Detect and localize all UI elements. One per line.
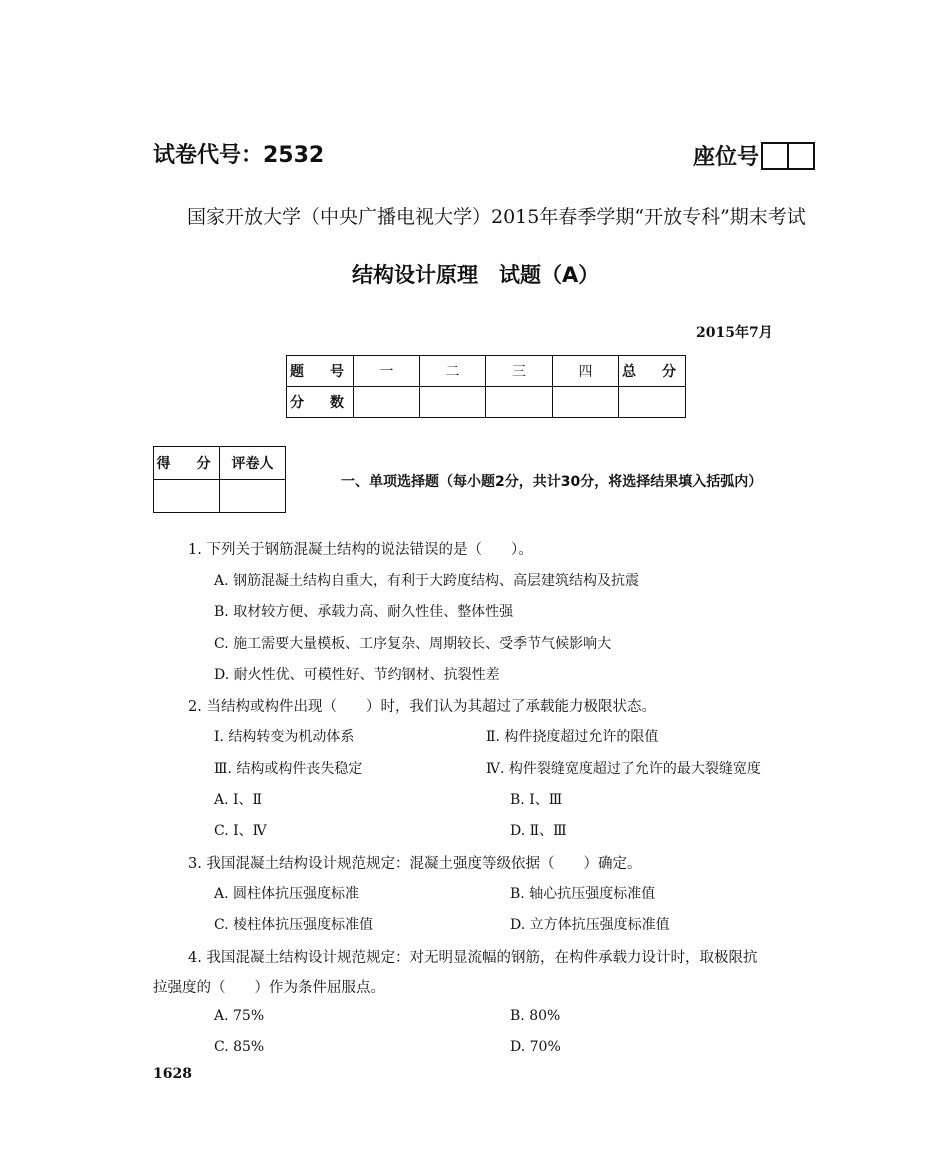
seat-label: 座位号 [693,145,760,170]
question-4-option-a: A. 75% [214,1008,265,1024]
question-3-option-c: C. 棱柱体抗压强度标准值 [214,917,374,933]
seat-box-2 [787,142,815,170]
grader-name-cell[interactable] [220,480,286,513]
question-2-option-b: B. Ⅰ、Ⅲ [510,792,563,808]
score-col-4: 四 [553,356,619,387]
seat-box-1 [761,142,789,170]
question-4-option-b: B. 80% [510,1008,561,1024]
score-col-2: 二 [420,356,486,387]
score-row-label: 分 数 [287,387,354,418]
question-3-stem: 3. 我国混凝土结构设计规范规定：混凝土强度等级依据（ ）确定。 [188,856,642,872]
question-1-option-d: D. 耐火性优、可模性好、节约钢材、抗裂性差 [214,667,500,683]
score-cell-3[interactable] [486,387,553,418]
grader-score-cell[interactable] [154,480,220,513]
question-2-option-d: D. Ⅱ、Ⅲ [510,823,567,839]
question-1-option-a: A. 钢筋混凝土结构自重大，有利于大跨度结构、高层建筑结构及抗震 [214,573,640,589]
score-cell-4[interactable] [553,387,619,418]
section-title: 一、单项选择题（每小题2分，共计30分，将选择结果填入括弧内） [341,474,763,490]
seat-number [693,140,815,171]
question-2-item-i: Ⅰ. 结构转变为机动体系 [214,729,355,745]
score-col-label: 题 号 [287,356,354,387]
question-3-option-d: D. 立方体抗压强度标准值 [510,917,670,933]
score-col-1: 一 [354,356,420,387]
exam-title: 国家开放大学（中央广播电视大学）2015年春季学期“开放专科”期末考试 [187,206,806,228]
paper-code: 试卷代号：2532 [153,143,325,168]
score-cell-2[interactable] [420,387,486,418]
question-1-option-b: B. 取材较方便、承载力高、耐久性佳、整体性强 [214,604,514,620]
question-4-stem-line2: 拉强度的（ ）作为条件屈服点。 [153,980,385,996]
score-cell-1[interactable] [354,387,420,418]
grader-name-label: 评卷人 [220,447,286,480]
question-3-option-a: A. 圆柱体抗压强度标准 [214,886,360,902]
score-table-header-row [287,356,686,387]
question-4-stem-line1: 4. 我国混凝土结构设计规范规定：对无明显流幅的钢筋，在构件承载力设计时，取极限抗 [188,950,758,966]
exam-date: 2015年7月 [696,325,773,341]
question-2-option-a: A. Ⅰ、Ⅱ [214,792,263,808]
question-2-item-ii: Ⅱ. 构件挠度超过允许的限值 [486,729,659,745]
question-1-stem: 1. 下列关于钢筋混凝土结构的说法错误的是（ ）。 [188,542,533,558]
question-1-option-c: C. 施工需要大量模板、工序复杂、周期较长、受季节气候影响大 [214,636,612,652]
question-2-item-iv: Ⅳ. 构件裂缝宽度超过了允许的最大裂缝宽度 [486,761,761,777]
subject-title: 结构设计原理 试题（A） [352,263,600,287]
question-2-item-iii: Ⅲ. 结构或构件丧失稳定 [214,761,363,777]
score-table-score-row [287,387,686,418]
score-table [286,355,686,418]
question-3-option-b: B. 轴心抗压强度标准值 [510,886,656,902]
question-2-stem: 2. 当结构或构件出现（ ）时，我们认为其超过了承载能力极限状态。 [188,699,656,715]
score-col-total: 总 分 [619,356,686,387]
grader-score-label: 得 分 [154,447,220,480]
question-4-option-c: C. 85% [214,1039,265,1055]
question-2-option-c: C. Ⅰ、Ⅳ [214,823,267,839]
question-4-option-d: D. 70% [510,1039,561,1055]
grader-table [153,446,286,513]
page-number: 1628 [153,1066,192,1082]
score-cell-total[interactable] [619,387,686,418]
score-col-3: 三 [486,356,553,387]
